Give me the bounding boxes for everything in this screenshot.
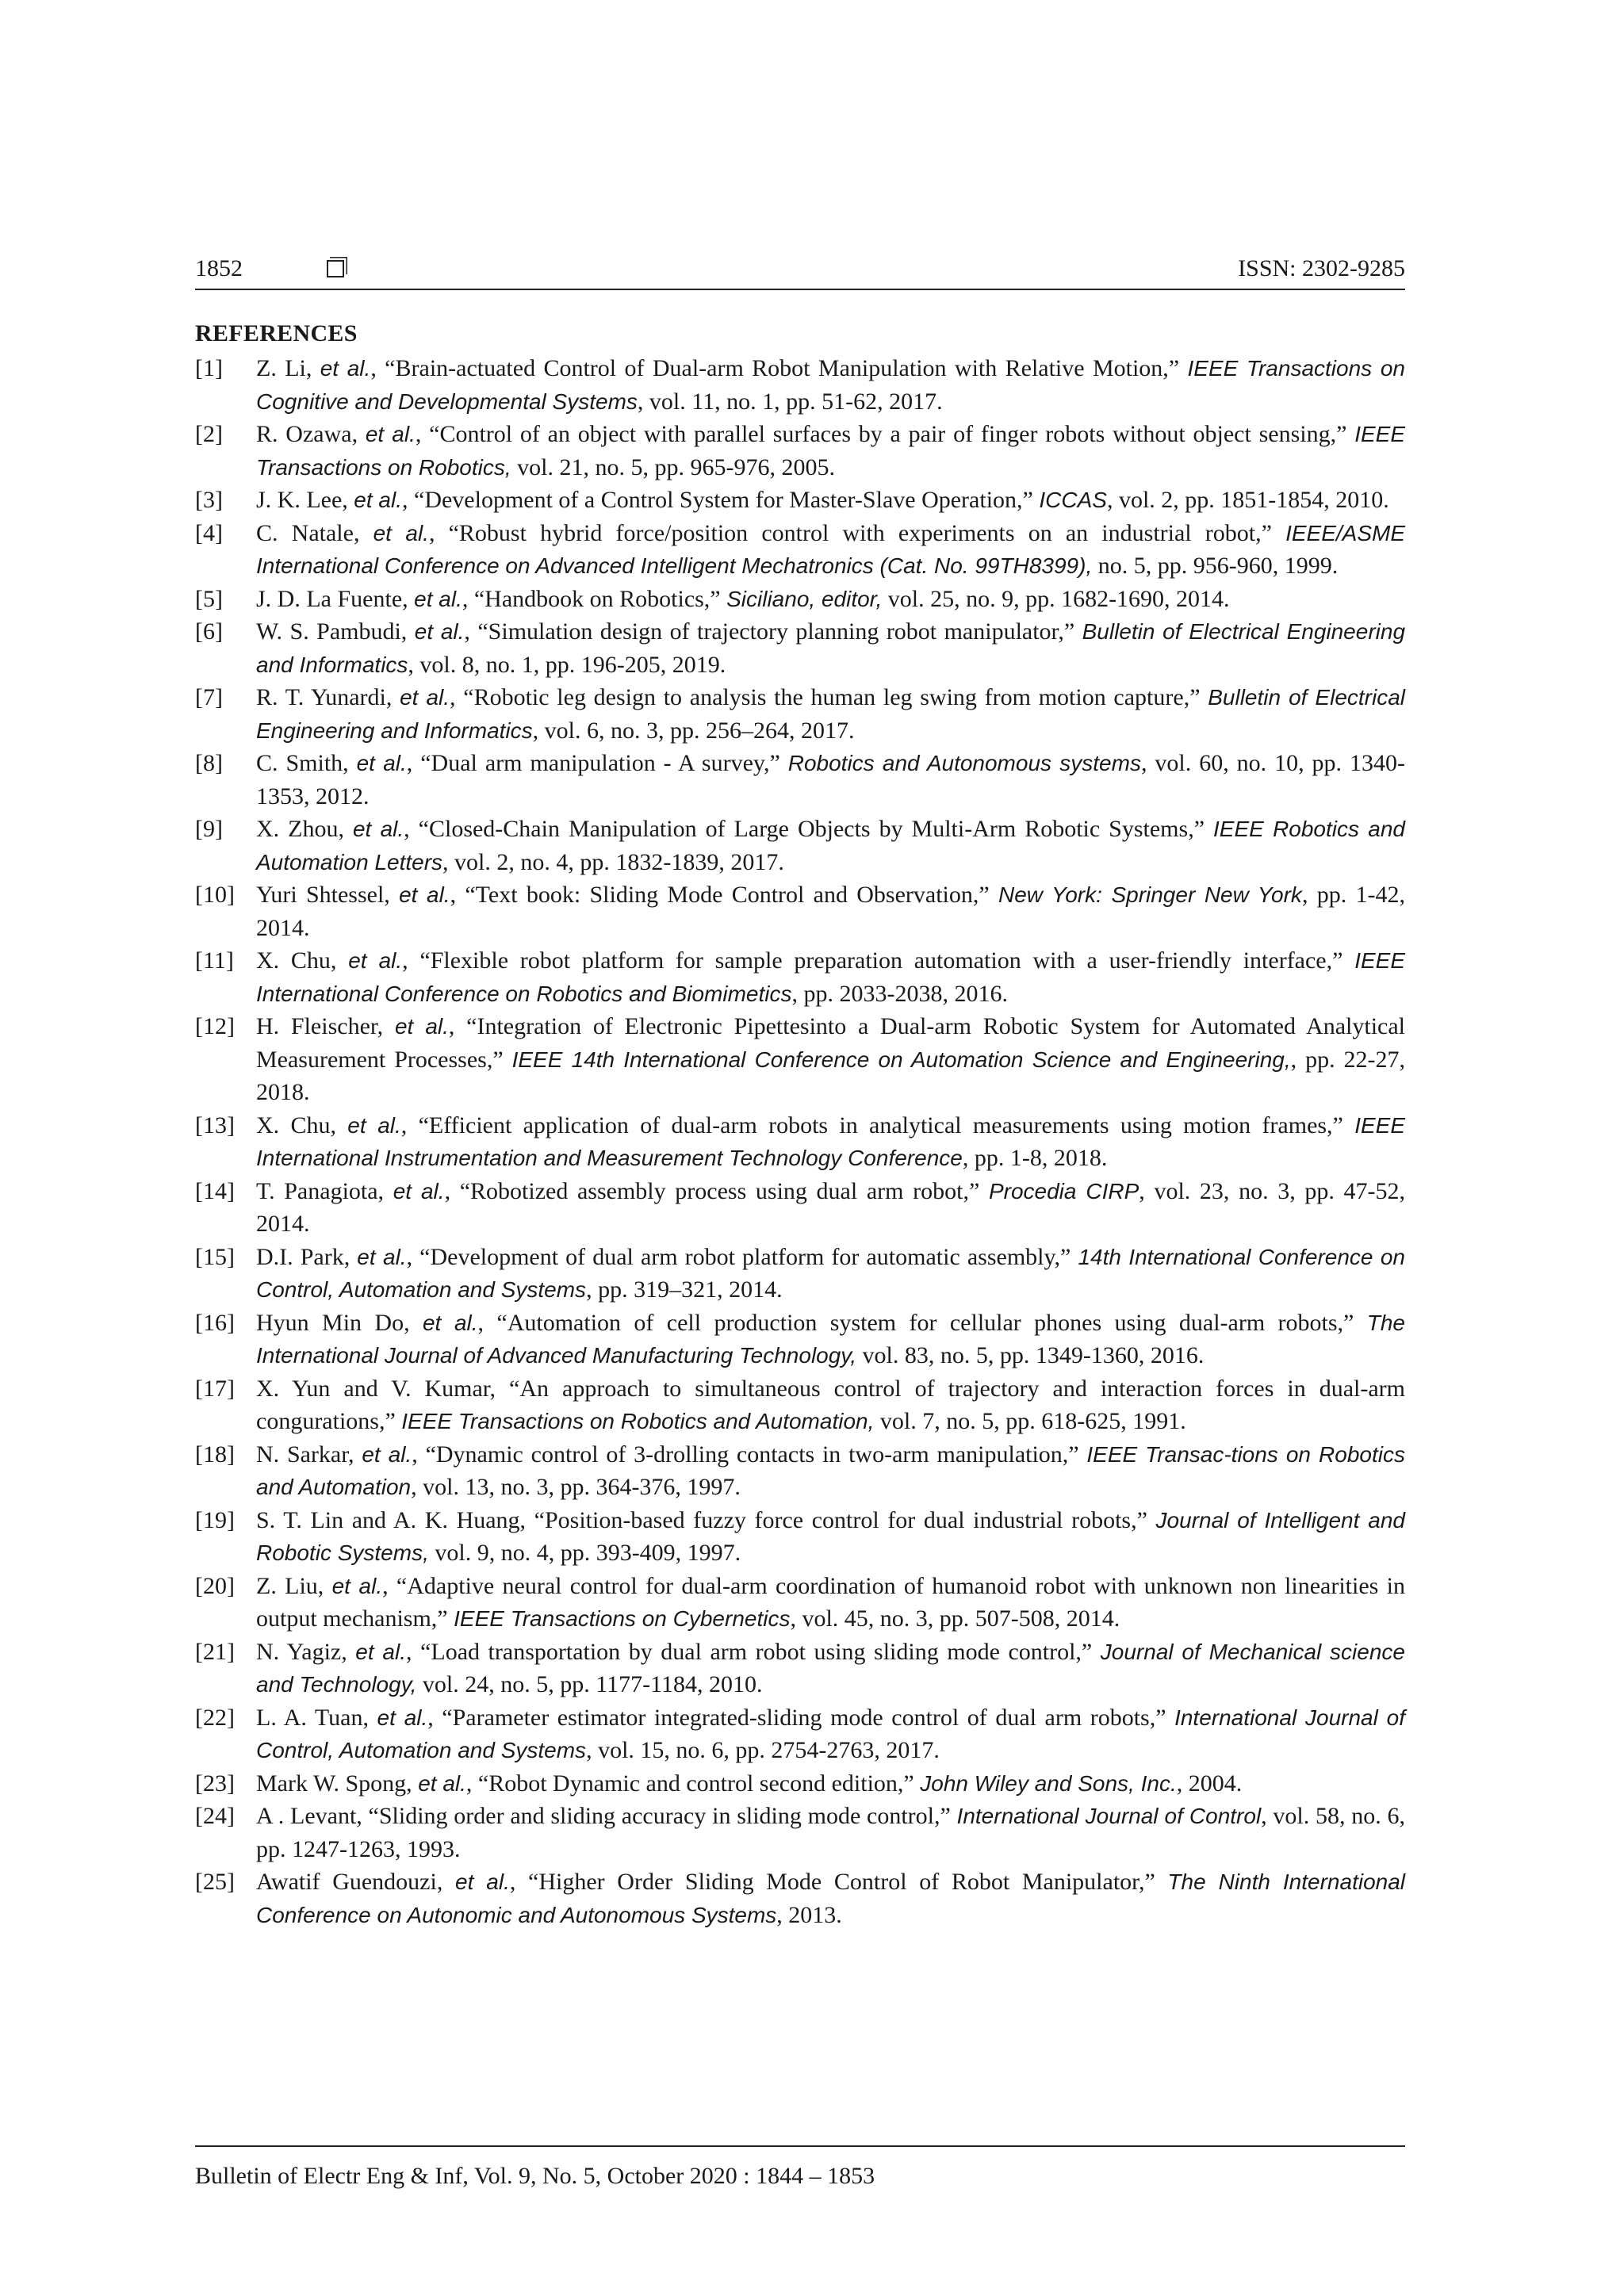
reference-et-al: et al. <box>414 586 462 611</box>
reference-details: vol. 7, no. 5, pp. 618-625, 1991. <box>874 1408 1186 1434</box>
reference-authors: D.I. Park, <box>256 1243 358 1270</box>
reference-et-al: et al. <box>414 619 465 644</box>
reference-et-al: et al. <box>356 751 407 775</box>
reference-title: , “Integration of Electronic Pipettesinto a Dual-arm Robotic System for Automated Analytical Measurement Processes,” <box>256 1013 1405 1073</box>
reference-venue: Robotics and Autonomous systems <box>787 751 1141 775</box>
reference-details: , vol. 11, no. 1, pp. 51-62, 2017. <box>637 388 943 415</box>
reference-et-al: et al. <box>352 817 404 841</box>
reference-number: [25] <box>195 1869 235 1895</box>
reference-number: [7] <box>195 684 223 710</box>
reference-title: , “Text book: Sliding Mode Control and Observation,” <box>450 882 998 908</box>
reference-number: [22] <box>195 1704 235 1731</box>
reference-venue: IEEE International Instrumentation and Measurement Technology Conference <box>256 1112 1405 1170</box>
reference-venue: IEEE Transactions on Cognitive and Developmental Systems <box>256 356 1405 414</box>
reference-title: , “Brain-actuated Control of Dual-arm Robot Manipulation with Relative Motion,” <box>370 355 1188 381</box>
reference-item <box>195 352 1405 418</box>
reference-details: , pp. 2033-2038, 2016. <box>791 980 1008 1007</box>
reference-item <box>195 615 1405 681</box>
reference-venue: Bulletin of Electrical Engineering and Informatics <box>256 685 1406 743</box>
reference-title: , “Robotized assembly process using dual arm robot,” <box>444 1177 989 1204</box>
reference-title: , “Higher Order Sliding Mode Control of Robot Manipulator,” <box>509 1869 1168 1895</box>
reference-authors: C. Natale, <box>256 519 373 546</box>
reference-details: , vol. 2, pp. 1851-1854, 2010. <box>1106 487 1389 513</box>
footer-citation: Bulletin of Electr Eng & Inf, Vol. 9, No. 5, October 2020 : 1844 – 1853 <box>195 2163 875 2189</box>
reference-authors: H. Fleischer, <box>256 1013 395 1039</box>
reference-item <box>195 1010 1405 1109</box>
page-number: 1852 <box>195 255 243 281</box>
reference-et-al: et al. <box>320 356 371 381</box>
reference-authors: T. Panagiota, <box>256 1177 393 1204</box>
reference-et-al: et al. <box>394 1014 449 1039</box>
reference-venue: Bulletin of Electrical Engineering and Informatics <box>256 619 1406 677</box>
reference-et-al: et al. <box>354 488 402 512</box>
reference-item <box>195 681 1405 747</box>
reference-authors: Hyun Min Do, <box>256 1309 423 1336</box>
reference-item <box>195 517 1405 583</box>
reference-number: [20] <box>195 1572 235 1599</box>
reference-venue: IEEE 14th International Conference on Automation Science and Engineering, <box>511 1047 1291 1072</box>
reference-authors: L. A. Tuan, <box>256 1704 377 1731</box>
reference-venue: John Wiley and Sons, Inc. <box>920 1770 1177 1796</box>
reference-details: vol. 21, no. 5, pp. 965-976, 2005. <box>511 453 835 480</box>
reference-details: vol. 83, no. 5, pp. 1349-1360, 2016. <box>856 1342 1205 1368</box>
reference-authors: X. Yun and V. Kumar, “An approach to simultaneous control of trajectory and interaction forces in dual-arm congurations,” <box>256 1375 1405 1434</box>
reference-authors: C. Smith, <box>256 750 357 776</box>
reference-venue: IEEE/ASME International Conference on Advanced Intelligent Mechatronics (Cat. No. 99TH8399), <box>256 520 1406 578</box>
reference-venue: 14th International Conference on Control, Automation and Systems <box>256 1244 1405 1302</box>
reference-number: [4] <box>195 519 223 546</box>
reference-item <box>195 747 1405 813</box>
reference-et-al: et al. <box>355 1639 407 1664</box>
reference-number: [18] <box>195 1441 235 1468</box>
reference-number: [2] <box>195 421 223 447</box>
reference-details: , vol. 2, no. 4, pp. 1832-1839, 2017. <box>442 848 784 875</box>
reference-details: , vol. 6, no. 3, pp. 256–264, 2017. <box>532 717 855 744</box>
reference-details: , vol. 58, no. 6, pp. 1247-1263, 1993. <box>256 1803 1405 1862</box>
reference-venue: IEEE Transactions on Cybernetics <box>454 1606 791 1631</box>
reference-item <box>195 1109 1405 1175</box>
reference-et-al: et al. <box>331 1573 383 1598</box>
reference-title: , “Dynamic control of 3-drolling contacts in two-arm manipulation,” <box>412 1441 1087 1468</box>
reference-et-al: et al. <box>347 1112 401 1138</box>
reference-details: , vol. 8, no. 1, pp. 196-205, 2019. <box>408 651 726 678</box>
reference-details: vol. 25, no. 9, pp. 1682-1690, 2014. <box>882 585 1230 612</box>
reference-authors: N. Yagiz, <box>256 1638 356 1665</box>
reference-item <box>195 878 1405 944</box>
reference-venue: IEEE Transactions on Robotics, <box>256 422 1406 480</box>
reference-et-al: et al. <box>365 422 416 446</box>
reference-list <box>195 352 1405 1931</box>
page-header <box>195 252 1405 290</box>
reference-authors: Mark W. Spong, <box>256 1770 419 1797</box>
reference-details: , vol. 60, no. 10, pp. 1340-1353, 2012. <box>256 750 1406 809</box>
reference-venue: Journal of Mechanical science and Technology, <box>256 1639 1405 1697</box>
reference-title: , “Robotic leg design to analysis the human leg swing from motion capture,” <box>450 684 1208 710</box>
reference-et-al: et al. <box>373 520 429 545</box>
reference-et-al: et al. <box>377 1705 428 1730</box>
reference-details: , pp. 319–321, 2014. <box>586 1276 783 1303</box>
reference-authors: S. T. Lin and A. K. Huang, “Position-based fuzzy force control for dual industrial robots,” <box>256 1506 1156 1533</box>
reference-number: [14] <box>195 1177 235 1204</box>
reference-title: , “Adaptive neural control for dual-arm coordination of humanoid robot with unknown non linearities in output mechanism,” <box>256 1572 1405 1632</box>
reference-title: , “Efficient application of dual-arm robots in analytical measurements using motion frames,” <box>400 1112 1355 1138</box>
reference-authors: W. S. Pambudi, <box>256 618 415 645</box>
reference-number: [3] <box>195 487 223 513</box>
reference-item <box>195 1800 1405 1866</box>
reference-venue: ICCAS <box>1039 488 1107 512</box>
reference-et-al: et al. <box>362 1441 412 1467</box>
reference-item <box>195 1701 1405 1767</box>
reference-item <box>195 1438 1405 1504</box>
reference-details: , vol. 45, no. 3, pp. 507-508, 2014. <box>790 1605 1120 1632</box>
reference-title: , “Parameter estimator integrated-sliding mode control of dual arm robots,” <box>427 1704 1175 1731</box>
reference-number: [16] <box>195 1309 235 1336</box>
reference-title: , “Dual arm manipulation - A survey,” <box>406 750 788 776</box>
reference-venue: IEEE Robotics and Automation Letters <box>256 817 1405 874</box>
reference-details: , 2004. <box>1176 1770 1243 1797</box>
reference-venue: Siciliano, editor, <box>726 586 883 611</box>
reference-et-al: et al. <box>418 1770 466 1796</box>
reference-title: , “Simulation design of trajectory planning robot manipulator,” <box>464 618 1082 645</box>
reference-number: [9] <box>195 816 223 842</box>
reference-authors: Awatif Guendouzi, <box>256 1869 455 1895</box>
reference-title: , “Development of a Control System for Master-Slave Operation,” <box>402 487 1040 513</box>
reference-item <box>195 1372 1405 1438</box>
reference-authors: Z. Li, <box>256 355 320 381</box>
reference-number: [12] <box>195 1013 235 1039</box>
reference-item <box>195 484 1405 517</box>
reference-venue: New York: Springer New York <box>998 882 1302 907</box>
reference-et-al: et al. <box>348 948 403 973</box>
reference-et-al: et al. <box>422 1310 478 1335</box>
references-section <box>195 320 1405 1931</box>
box-icon <box>327 260 344 277</box>
reference-title: , “Load transportation by dual arm robot using sliding mode control,” <box>406 1638 1101 1665</box>
reference-venue: The Ninth International Conference on Autonomic and Autonomous Systems <box>256 1869 1406 1927</box>
reference-details: vol. 9, no. 4, pp. 393-409, 1997. <box>428 1540 741 1566</box>
reference-authors: A . Levant, “Sliding order and sliding accuracy in sliding mode control,” <box>256 1803 957 1829</box>
reference-authors: X. Chu, <box>256 1112 348 1138</box>
reference-number: [5] <box>195 585 223 612</box>
reference-number: [10] <box>195 882 235 908</box>
reference-details: , pp. 1-8, 2018. <box>962 1145 1108 1171</box>
reference-item <box>195 1866 1405 1931</box>
reference-venue: International Journal of Control, Automation and Systems <box>256 1705 1405 1762</box>
reference-authors: X. Zhou, <box>256 816 353 842</box>
reference-details: vol. 24, no. 5, pp. 1177-1184, 2010. <box>416 1671 763 1697</box>
reference-et-al: et al. <box>357 1244 407 1269</box>
reference-venue: IEEE International Conference on Robotics and Biomimetics <box>256 948 1406 1006</box>
reference-item <box>195 1504 1405 1570</box>
reference-number: [1] <box>195 355 223 381</box>
reference-title: , “Development of dual arm robot platform for automatic assembly,” <box>406 1243 1078 1270</box>
reference-venue: Procedia CIRP <box>988 1178 1139 1203</box>
reference-details: , 2013. <box>776 1901 842 1928</box>
reference-number: [24] <box>195 1803 235 1829</box>
page-footer <box>195 2145 1405 2190</box>
reference-item <box>195 813 1405 878</box>
reference-item <box>195 1175 1405 1241</box>
reference-number: [13] <box>195 1112 235 1138</box>
reference-item <box>195 583 1405 616</box>
reference-venue: The International Journal of Advanced Manufacturing Technology, <box>256 1310 1405 1368</box>
reference-details: , pp. 1-42, 2014. <box>256 882 1405 941</box>
reference-number: [21] <box>195 1638 235 1665</box>
reference-number: [11] <box>195 947 234 974</box>
reference-number: [17] <box>195 1375 235 1402</box>
reference-item <box>195 944 1405 1010</box>
reference-item <box>195 418 1405 484</box>
reference-title: , “Closed-Chain Manipulation of Large Objects by Multi-Arm Robotic Systems,” <box>404 816 1213 842</box>
reference-et-al: et al. <box>399 882 450 907</box>
reference-title: , “Control of an object with parallel surfaces by a pair of finger robots without object sensing,” <box>415 421 1355 447</box>
reference-item <box>195 1307 1405 1372</box>
reference-number: [8] <box>195 750 223 776</box>
reference-details: , pp. 22-27, 2018. <box>256 1046 1405 1105</box>
reference-number: [23] <box>195 1770 235 1797</box>
reference-et-al: et al. <box>455 1869 510 1894</box>
reference-details: , vol. 15, no. 6, pp. 2754-2763, 2017. <box>586 1737 940 1763</box>
reference-venue: IEEE Transac-tions on Robotics and Automation <box>256 1441 1405 1499</box>
reference-item <box>195 1636 1405 1701</box>
reference-title: , “Robot Dynamic and control second edition,” <box>465 1770 921 1797</box>
reference-venue: Journal of Intelligent and Robotic Systems, <box>256 1507 1405 1565</box>
reference-title: , “Robust hybrid force/position control with experiments on an industrial robot,” <box>428 519 1286 546</box>
reference-details: no. 5, pp. 956-960, 1999. <box>1092 553 1339 579</box>
reference-venue: IEEE Transactions on Robotics and Automation, <box>401 1409 875 1433</box>
reference-title: , “Flexible robot platform for sample preparation automation with a user-friendly interface,” <box>402 947 1355 974</box>
references-title: REFERENCES <box>195 320 358 346</box>
reference-item <box>195 1241 1405 1307</box>
reference-et-al: et al. <box>393 1178 445 1203</box>
issn-label: ISSN: 2302-9285 <box>1238 255 1405 281</box>
reference-item <box>195 1570 1405 1636</box>
reference-title: , “Handbook on Robotics,” <box>462 585 727 612</box>
reference-details: , vol. 23, no. 3, pp. 47-52, 2014. <box>256 1177 1406 1237</box>
reference-authors: J. D. La Fuente, <box>256 585 415 612</box>
reference-authors: Z. Liu, <box>256 1572 332 1599</box>
reference-venue: International Journal of Control <box>956 1804 1262 1828</box>
reference-title: , “Automation of cell production system for cellular phones using dual-arm robots,” <box>477 1309 1367 1336</box>
reference-authors: Yuri Shtessel, <box>256 882 400 908</box>
reference-details: , vol. 13, no. 3, pp. 364-376, 1997. <box>411 1474 741 1500</box>
reference-number: [15] <box>195 1243 235 1270</box>
reference-number: [19] <box>195 1506 235 1533</box>
reference-et-al: et al. <box>400 685 450 710</box>
reference-item <box>195 1767 1405 1800</box>
reference-authors: R. T. Yunardi, <box>256 684 400 710</box>
reference-authors: R. Ozawa, <box>256 421 366 447</box>
reference-authors: X. Chu, <box>256 947 349 974</box>
reference-number: [6] <box>195 618 223 645</box>
reference-authors: N. Sarkar, <box>256 1441 362 1468</box>
reference-authors: J. K. Lee, <box>256 487 354 513</box>
